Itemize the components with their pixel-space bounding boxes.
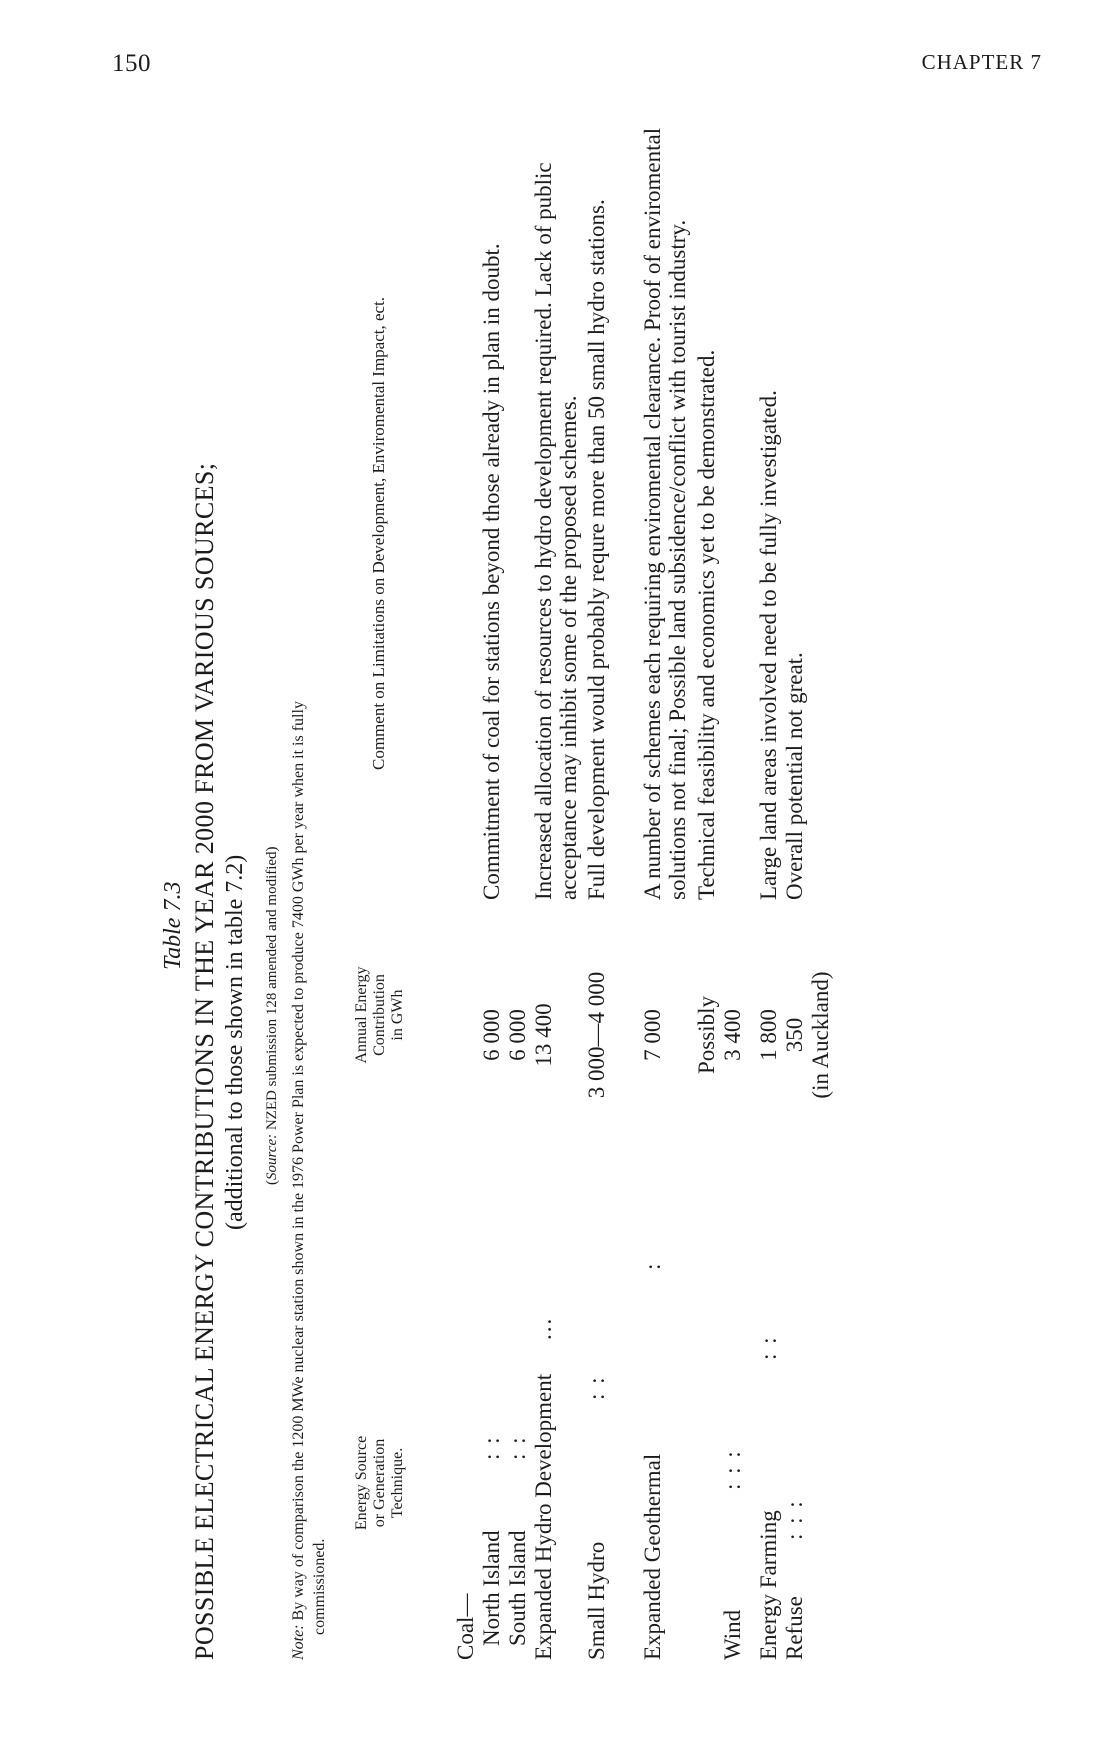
note-label: Note: [290,1624,307,1660]
column-header-line: Annual Energy [353,966,370,1064]
energy-value-cell: 6 000 [505,1009,530,1061]
energy-value-cell: 6 000 [479,1009,504,1061]
leader-dots: : [640,1261,665,1270]
energy-source-cell: Small Hydro [584,1541,609,1660]
energy-source-cell: Expanded Geothermal [640,1453,665,1660]
leader-dots: ... [531,1316,556,1340]
source-citation: (Source: NZED submission 128 amended and modified) [264,846,280,1185]
energy-source-cell: South Island [505,1530,530,1646]
comment-cell: Commitment of coal for stations beyond those already in plan in doubt. [479,243,504,900]
leader-dots: : : : [782,1499,807,1540]
energy-source-cell: Coal— [453,1593,478,1660]
table-subtitle: (additional to those shown in table 7.2) [222,854,248,1230]
rotated-table-region [160,40,1030,1660]
leader-dots: : : [584,1375,609,1400]
energy-source-cell: North Island [479,1530,504,1646]
source-text: NZED submission 128 amended and modified) [264,846,280,1131]
leader-dots: : : : [720,1449,745,1490]
table-note [288,100,330,1660]
column-header-annual-energy [353,950,407,1080]
energy-source-cell: Energy Farming [756,1510,781,1660]
comment-cell: Overall potential not great. [782,652,807,900]
source-label: Source: [264,1133,280,1180]
column-header-line: or Generation [371,1438,388,1528]
column-header-line: Contribution [371,974,388,1056]
energy-value-cell: 7 000 [640,1009,665,1061]
leader-dots: : : [479,1435,504,1460]
energy-source-cell: Refuse [782,1596,807,1660]
leader-dots: : : [505,1435,530,1460]
energy-value-cell: 1 800 [756,1009,781,1061]
energy-value-qualifier: Possibly [694,996,719,1074]
note-text-continued: commissioned. [311,1538,328,1635]
chapter-heading: CHAPTER 7 [921,50,1042,74]
energy-source-cell: Wind [720,1609,745,1660]
column-header-line: Technique. [389,1447,406,1519]
energy-source-cell: Expanded Hydro Development [531,1373,556,1660]
comment-cell: Large land areas involved need to be fully investigated. [756,390,781,900]
column-header-comment: Comment on Limitations on Development, Enviromental Impact, ect. [369,296,388,770]
energy-value-location: (in Auckland) [808,971,833,1099]
table-title: POSSIBLE ELECTRICAL ENERGY CONTRIBUTIONS IN THE YEAR 2000 FROM VARIOUS SOURCES; [190,462,219,1660]
leader-dots: : : [756,1335,781,1360]
energy-value-cell: 13 400 [531,1003,556,1067]
column-header-line: in GWh [389,989,406,1041]
comment-cell: Technical feasibility and economics yet to be demonstrated. [694,349,719,900]
energy-value-cell: 3 000—4 000 [584,971,609,1099]
energy-value-cell: 3 400 [720,1009,745,1061]
note-text: By way of comparison the 1200 MWe nuclear station shown in the 1976 Power Plan is expected to produce 7400 GWh per year when it is fully [290,701,307,1621]
column-header-line: Energy Source [353,1435,370,1531]
comment-cell: Full development would probably requre more than 50 small hydro stations. [584,199,609,900]
comment-cell: Increased allocation of resources to hydro development required. Lack of public acceptance may inhibit some of the proposed schemes. [531,162,581,900]
energy-value-cell: 350 [782,1017,807,1053]
page-number: 150 [112,50,151,77]
column-header-energy-source [353,1418,407,1548]
comment-cell: A number of schemes each requiring enviromental clearance. Proof of enviromental solutions not final; Possible land subsidence/conflict with tourist industry. [640,127,690,900]
table-label: Table 7.3 [160,881,186,970]
